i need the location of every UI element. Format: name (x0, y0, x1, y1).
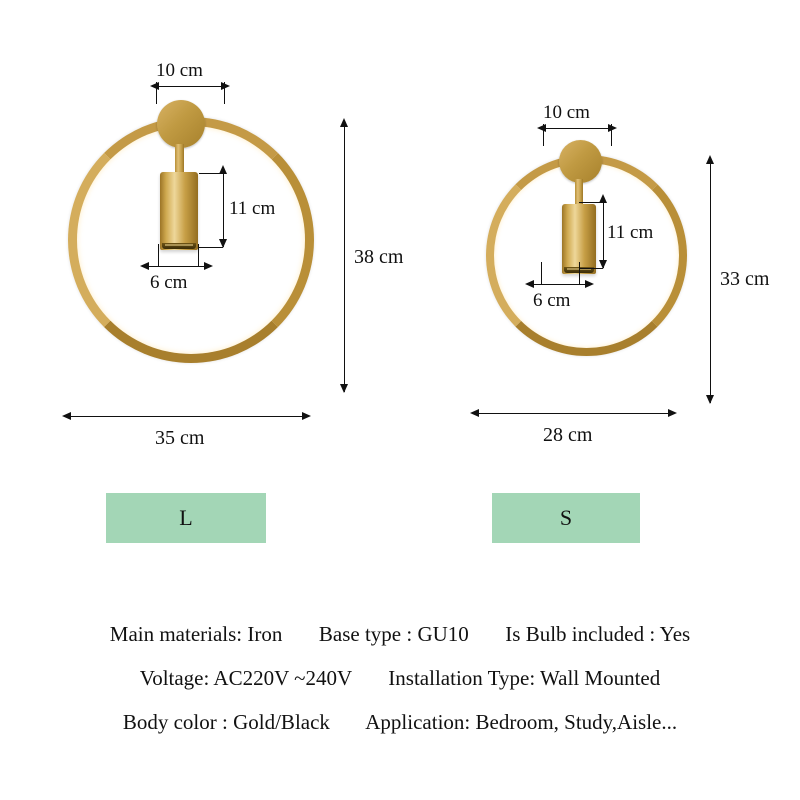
spec-item-installation-type: Installation Type: Wall Mounted (388, 666, 661, 690)
lamp-lens-small (564, 267, 594, 273)
dimension-height-large-label: 38 cm (354, 246, 404, 268)
spec-item-body-color: Body color : Gold/Black (122, 710, 330, 734)
dimension-fixture-diameter-small-label: 6 cm (533, 290, 571, 311)
lamp-illustration-small (480, 140, 700, 390)
dimension-width-large-label: 35 cm (155, 427, 205, 449)
spec-item-bulb-included: Is Bulb included : Yes (505, 622, 691, 646)
dimension-height-large (330, 118, 410, 408)
dimension-fixture-diameter-large-label: 6 cm (150, 272, 188, 293)
spec-row (0, 656, 800, 700)
size-chip-small-label: S (559, 505, 573, 530)
dimension-height-small (696, 155, 786, 415)
wall-plate-large (157, 100, 205, 148)
specifications-block (0, 612, 800, 744)
lamp-illustration-large (60, 100, 320, 400)
lamp-lens-large (162, 243, 196, 249)
size-chip-large-label: L (179, 505, 193, 530)
spec-row (0, 612, 800, 656)
spec-item-application: Application: Bedroom, Study,Aisle... (365, 710, 678, 734)
size-chip-small[interactable] (492, 493, 640, 543)
spec-item-voltage: Voltage: AC220V ~240V (139, 666, 352, 690)
spec-item-base-type: Base type : GU10 (318, 622, 469, 646)
spec-row (0, 700, 800, 744)
dimension-plate-width-large-label: 10 cm (156, 60, 203, 81)
dimension-plate-width-small-label: 10 cm (543, 102, 590, 123)
dimension-fixture-length-small-label: 11 cm (607, 222, 654, 243)
dimension-width-large (62, 403, 314, 453)
size-chip-large[interactable] (106, 493, 266, 543)
spotlight-cylinder-small (562, 204, 596, 274)
dimension-plate-width-large (150, 60, 230, 102)
wall-plate-small (559, 140, 602, 183)
dimension-width-small (470, 400, 690, 450)
product-small (400, 0, 800, 560)
dimension-width-small-label: 28 cm (543, 424, 593, 446)
dimension-height-small-label: 33 cm (720, 268, 770, 290)
dimension-fixture-length-large-label: 11 cm (229, 198, 276, 219)
spec-item-materials: Main materials: Iron (109, 622, 283, 646)
lamp-neck-small (575, 179, 583, 207)
product-large (0, 0, 404, 560)
spotlight-cylinder-large (160, 172, 198, 250)
